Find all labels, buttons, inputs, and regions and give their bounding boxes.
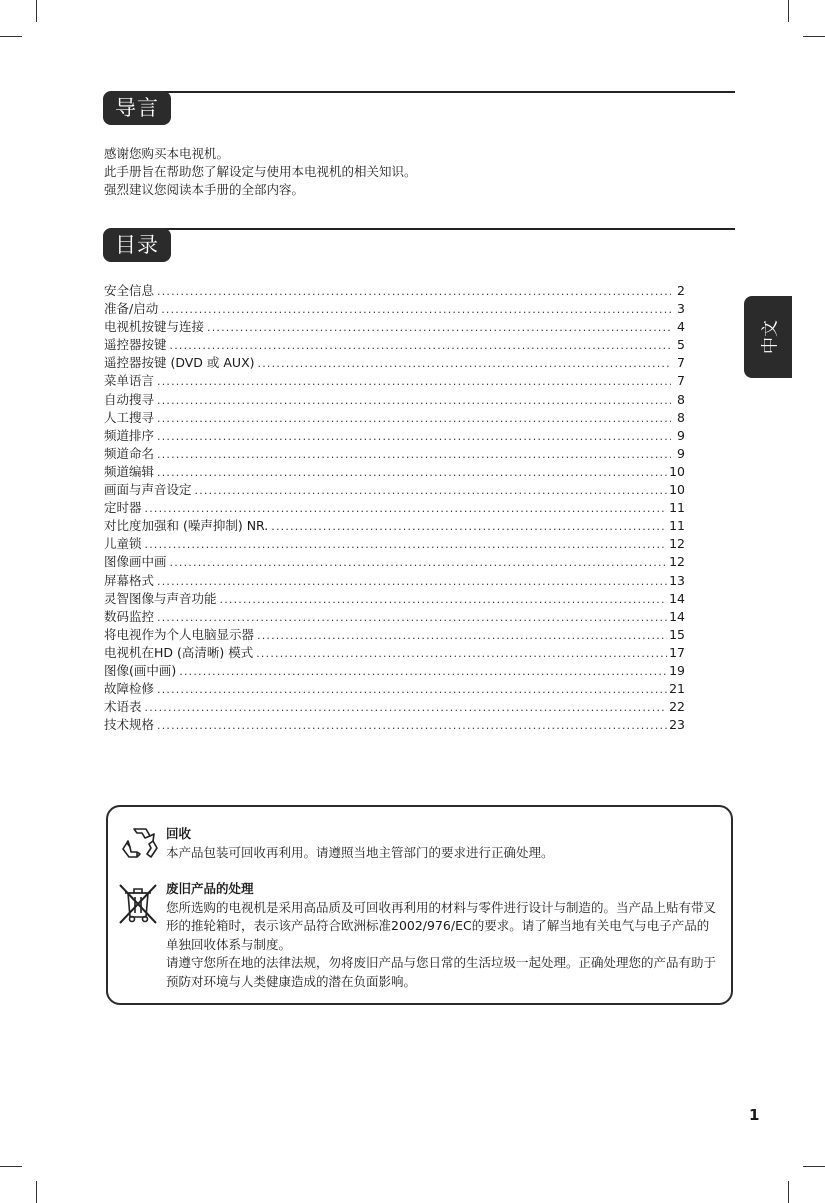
toc-entry-title: 故障检修 [104, 681, 155, 697]
toc-entry-title: 技术规格 [104, 717, 155, 733]
toc-entry-title: 对比度加强和 (噪声抑制) NR. [104, 518, 269, 534]
toc-entry-page: 5 [677, 337, 685, 353]
toc-entry[interactable] [104, 590, 685, 608]
toc-entry[interactable] [104, 372, 685, 390]
toc-entry[interactable] [104, 409, 685, 427]
toc-entry[interactable] [104, 680, 685, 698]
toc-entry[interactable] [104, 300, 685, 318]
toc-entry[interactable] [104, 318, 685, 336]
toc-entry-page: 23 [669, 717, 685, 733]
toc-entry-title: 频道编辑 [104, 463, 155, 479]
toc-entry-title: 人工搜寻 [104, 409, 155, 425]
toc-entry[interactable] [104, 517, 685, 535]
intro-heading: 导言 [103, 91, 171, 125]
toc-leader-dots [157, 392, 671, 410]
toc-entry-title: 自动搜寻 [104, 391, 155, 407]
toc-leader-dots [157, 410, 671, 428]
toc-entry-title: 图像画中画 [104, 554, 167, 570]
toc-leader-dots [220, 591, 668, 609]
toc-entry-title: 遥控器按键 (DVD 或 AUX) [104, 355, 255, 371]
toc-entry[interactable] [104, 463, 685, 481]
toc-leader-dots [157, 681, 667, 699]
toc-entry-page: 2 [677, 283, 685, 298]
toc-leader-dots [157, 428, 671, 446]
toc-leader-dots [157, 609, 667, 627]
crop-mark [803, 36, 825, 37]
disposal-block [166, 880, 721, 991]
toc-entry[interactable] [104, 626, 685, 644]
header-rule [163, 91, 735, 93]
table-of-contents [104, 282, 685, 734]
crop-mark [788, 0, 789, 22]
toc-leader-dots [195, 482, 668, 500]
language-tab[interactable] [744, 296, 792, 378]
toc-entry[interactable] [104, 282, 685, 300]
toc-entry-page: 10 [669, 463, 685, 479]
toc-entry[interactable] [104, 608, 685, 626]
toc-entry[interactable] [104, 354, 685, 372]
recycling-notice [106, 805, 733, 1005]
toc-leader-dots [157, 283, 671, 301]
toc-entry-page: 7 [677, 355, 685, 371]
toc-leader-dots [157, 446, 671, 464]
toc-entry-page: 15 [669, 626, 685, 642]
recycle-title: 回收 [166, 826, 192, 841]
intro-line: 强烈建议您阅读本手册的全部内容。 [104, 182, 305, 197]
toc-entry[interactable] [104, 535, 685, 553]
toc-entry-page: 17 [669, 644, 685, 660]
toc-entry[interactable] [104, 336, 685, 354]
toc-entry-page: 9 [677, 427, 685, 443]
toc-entry-page: 14 [669, 608, 685, 624]
language-tab-label: 中文 [760, 320, 781, 354]
toc-leader-dots [157, 464, 667, 482]
intro-header [103, 91, 735, 129]
toc-leader-dots [161, 301, 671, 319]
toc-entry-page: 8 [677, 391, 685, 407]
toc-leader-dots [179, 663, 667, 681]
toc-entry-page: 8 [677, 409, 685, 425]
crop-mark [0, 1166, 22, 1167]
toc-leader-dots [170, 337, 671, 355]
toc-entry-title: 菜单语言 [104, 373, 155, 389]
header-rule [163, 228, 735, 230]
toc-entry-page: 3 [677, 301, 685, 317]
toc-entry-title: 屏幕格式 [104, 572, 155, 588]
toc-entry-title: 将电视作为个人电脑显示器 [104, 626, 255, 642]
toc-entry[interactable] [104, 644, 685, 662]
toc-leader-dots [145, 536, 668, 554]
toc-leader-dots [257, 627, 667, 645]
toc-entry-title: 画面与声音设定 [104, 482, 192, 498]
toc-leader-dots [207, 319, 671, 337]
toc-entry[interactable] [104, 427, 685, 445]
toc-entry-title: 图像(画中画) [104, 662, 177, 678]
crop-mark [36, 1181, 37, 1203]
toc-entry-title: 电视机在HD (高清晰) 模式 [104, 644, 254, 660]
toc-entry-title: 电视机按键与连接 [104, 319, 205, 335]
toc-entry[interactable] [104, 698, 685, 716]
toc-entry-title: 术语表 [104, 699, 142, 715]
toc-entry-page: 14 [669, 590, 685, 606]
crossed-bin-icon [116, 881, 160, 925]
toc-entry-title: 遥控器按键 [104, 337, 167, 353]
toc-entry-page: 12 [669, 536, 685, 552]
toc-heading: 目录 [103, 228, 171, 262]
intro-line: 感谢您购买本电视机。 [104, 146, 230, 161]
toc-entry-page: 11 [669, 518, 685, 534]
toc-entry[interactable] [104, 572, 685, 590]
toc-entry-title: 灵智图像与声音功能 [104, 590, 217, 606]
toc-leader-dots [258, 355, 671, 373]
toc-entry-title: 数码监控 [104, 608, 155, 624]
disposal-text: 请遵守您所在地的法律法规，勿将废旧产品与您日常的生活垃圾一起处理。正确处理您的产品有助于预防对环境与人类健康造成的潜在负面影响。 [166, 955, 717, 989]
toc-entry[interactable] [104, 499, 685, 517]
toc-entry[interactable] [104, 391, 685, 409]
toc-entry-page: 9 [677, 445, 685, 461]
crop-mark [0, 36, 22, 37]
toc-entry-title: 准备/启动 [104, 301, 159, 317]
toc-entry-title: 定时器 [104, 500, 142, 516]
toc-header [103, 228, 735, 266]
toc-leader-dots [157, 373, 671, 391]
toc-leader-dots [157, 573, 667, 591]
toc-entry[interactable] [104, 445, 685, 463]
toc-entry-title: 频道命名 [104, 445, 155, 461]
recycle-block [166, 825, 721, 862]
toc-entry-page: 12 [669, 554, 685, 570]
toc-leader-dots [170, 554, 668, 572]
toc-entry-title: 安全信息 [104, 283, 155, 298]
toc-entry-page: 10 [669, 482, 685, 498]
intro-line: 此手册旨在帮助您了解设定与使用本电视机的相关知识。 [104, 164, 417, 179]
crop-mark [803, 1166, 825, 1167]
toc-entry-page: 21 [669, 681, 685, 697]
toc-leader-dots [145, 699, 668, 717]
toc-entry-title: 儿童锁 [104, 536, 142, 552]
recycle-text: 本产品包装可回收再利用。请遵照当地主管部门的要求进行正确处理。 [166, 844, 554, 860]
toc-entry-page: 11 [669, 500, 685, 516]
toc-leader-dots [157, 717, 667, 735]
crop-mark [788, 1181, 789, 1203]
disposal-title: 废旧产品的处理 [166, 881, 254, 896]
toc-leader-dots [256, 645, 667, 663]
toc-entry[interactable] [104, 662, 685, 680]
disposal-text: 您所选购的电视机是采用高品质及可回收再利用的材料与零件进行设计与制造的。当产品上贴有带叉形的推轮箱时，表示该产品符合欧洲标准2002/976/EC的要求。请了解当地有关电气与电子产品的单独回收体系与制度。 [166, 899, 717, 952]
toc-leader-dots [271, 518, 667, 536]
toc-entry-title: 频道排序 [104, 427, 155, 443]
toc-entry-page: 22 [669, 699, 685, 715]
page-number: 1 [749, 1106, 760, 1124]
intro-text [104, 145, 417, 199]
toc-entry[interactable] [104, 553, 685, 571]
toc-entry[interactable] [104, 481, 685, 499]
toc-entry-page: 19 [669, 662, 685, 678]
toc-entry-page: 7 [677, 373, 685, 389]
recycle-icon [120, 823, 160, 863]
crop-mark [36, 0, 37, 22]
toc-entry-page: 4 [677, 319, 685, 335]
toc-entry[interactable] [104, 716, 685, 734]
toc-entry-page: 13 [669, 572, 685, 588]
toc-leader-dots [145, 500, 668, 518]
